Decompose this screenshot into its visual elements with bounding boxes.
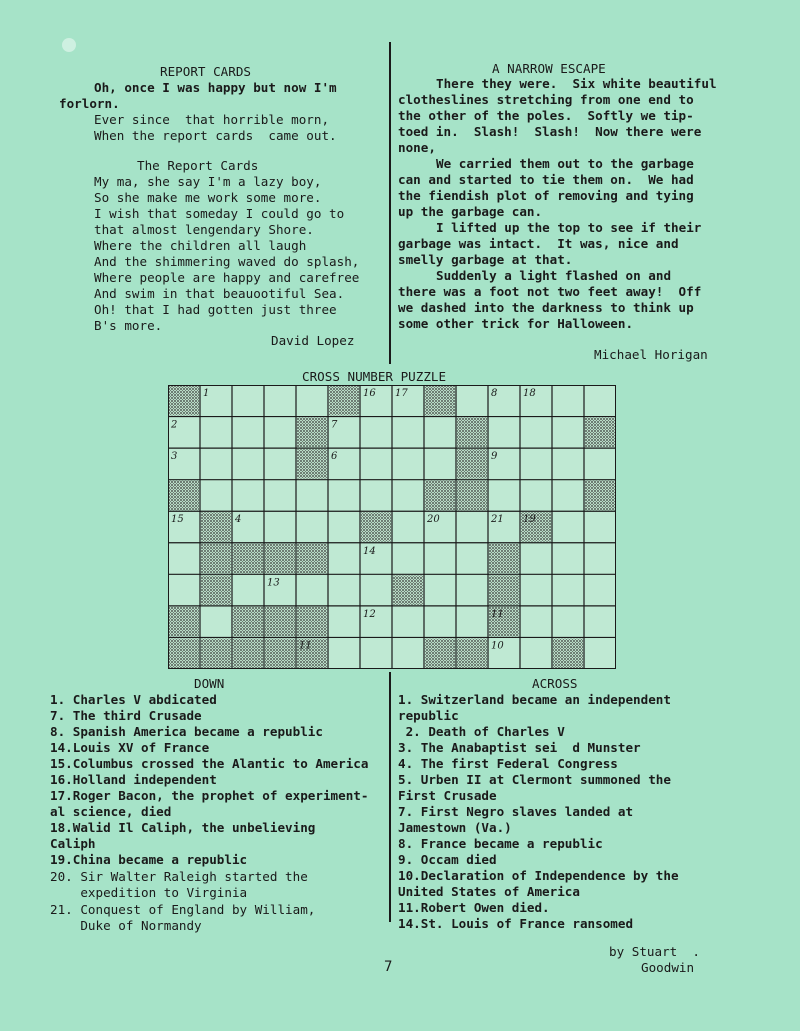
cell-number: 15 [171, 514, 184, 526]
cell-number: 7 [331, 419, 338, 431]
poem-line: So she make me work some more. [94, 190, 322, 205]
report-cards-author: David Lopez [271, 333, 355, 348]
shaded-cell [489, 575, 519, 605]
poem-line: B's more. [94, 318, 163, 333]
across-title: ACROSS [532, 676, 578, 691]
cell-number: 11 [491, 608, 504, 620]
shaded-cell [297, 607, 327, 637]
clue-line: 7. First Negro slaves landed at [398, 804, 634, 819]
shaded-cell [393, 575, 423, 605]
shaded-cell [265, 544, 295, 574]
clue-line: 8. Spanish America became a republic [50, 724, 323, 739]
poem-line: Ever since that horrible morn, [94, 112, 330, 127]
shaded-cell [169, 386, 199, 416]
poem-subtitle: The Report Cards [137, 158, 259, 173]
story-line: There they were. Six white beautiful [436, 76, 717, 91]
shaded-cell [297, 449, 327, 479]
clue-line: 1. Charles V abdicated [50, 692, 217, 707]
clue-line: Duke of Normandy [50, 918, 202, 933]
story-line: toed in. Slash! Slash! Now there were [398, 124, 702, 139]
shaded-cell [169, 481, 199, 511]
clue-line: 7. The third Crusade [50, 708, 202, 723]
story-line: can and started to tie them on. We had [398, 172, 694, 187]
shaded-cell [265, 638, 295, 668]
poem-line: that almost lengendary Shore. [94, 222, 314, 237]
shaded-cell [233, 607, 263, 637]
cell-number: 3 [171, 451, 178, 463]
poem-line: forlorn. [59, 96, 120, 111]
column-divider-top [389, 42, 391, 364]
shaded-cell [425, 481, 455, 511]
shaded-cell [361, 512, 391, 542]
clue-line: United States of America [398, 884, 580, 899]
clue-line: Jamestown (Va.) [398, 820, 512, 835]
shaded-cell [297, 544, 327, 574]
cell-number: 17 [395, 388, 408, 399]
poem-line: And the shimmering waved do splash, [94, 254, 360, 269]
clue-line: 8. France became a republic [398, 836, 603, 851]
story-line: I lifted up the top to see if their [436, 220, 702, 235]
poem-line: Where the children all laugh [94, 238, 307, 253]
shaded-cell [585, 418, 615, 448]
cell-number: 10 [491, 640, 504, 652]
shaded-cell [201, 544, 231, 574]
cell-number: 11 [299, 640, 312, 652]
shaded-cell [265, 607, 295, 637]
column-divider-bottom [389, 672, 391, 922]
clue-line: 3. The Anabaptist sei d Munster [398, 740, 641, 755]
cross-number-grid [168, 385, 616, 669]
story-line: the fiendish plot of removing and tying [398, 188, 694, 203]
clue-line: 4. The first Federal Congress [398, 756, 618, 771]
clue-line: 9. Occam died [398, 852, 497, 867]
clue-line: 11.Robert Owen died. [398, 900, 550, 915]
poem-line: Oh! that I had gotten just three [94, 302, 337, 317]
story-line: garbage was intact. It was, nice and [398, 236, 679, 251]
story-line: up the garbage can. [398, 204, 543, 219]
paper-smudge [62, 38, 76, 52]
story-line: We carried them out to the garbage [436, 156, 694, 171]
report-cards-title: REPORT CARDS [160, 64, 251, 79]
clue-line: First Crusade [398, 788, 497, 803]
shaded-cell [297, 418, 327, 448]
narrow-escape-title: A NARROW ESCAPE [492, 61, 606, 76]
shaded-cell [233, 638, 263, 668]
cell-number: 20 [427, 514, 440, 526]
clue-line: 20. Sir Walter Raleigh started the [50, 869, 308, 884]
cell-number: 19 [523, 514, 536, 526]
clue-line: 1. Switzerland became an independent [398, 692, 671, 707]
cell-number: 1 [203, 388, 210, 399]
shaded-cell [329, 386, 359, 416]
clue-line: Caliph [50, 836, 96, 851]
story-line: the other of the poles. Softly we tip- [398, 108, 694, 123]
shaded-cell [425, 638, 455, 668]
clue-line: 14.Louis XV of France [50, 740, 210, 755]
poem-line: Oh, once I was happy but now I'm [94, 80, 337, 95]
story-line: none, [398, 140, 436, 155]
shaded-cell [201, 512, 231, 542]
shaded-cell [233, 544, 263, 574]
poem-line: And swim in that beauootiful Sea. [94, 286, 345, 301]
clue-line: 19.China became a republic [50, 852, 248, 867]
story-line: we dashed into the darkness to think up [398, 300, 694, 315]
shaded-cell [489, 544, 519, 574]
clue-line: 15.Columbus crossed the Alantic to America [50, 756, 369, 771]
cell-number: 2 [171, 419, 178, 431]
cell-number: 12 [363, 608, 376, 620]
story-line: smelly garbage at that. [398, 252, 573, 267]
cell-number: 21 [491, 514, 504, 526]
shaded-cell [425, 386, 455, 416]
down-title: DOWN [194, 676, 225, 691]
story-line: some other trick for Halloween. [398, 316, 634, 331]
clue-line: 18.Walid Il Caliph, the unbelieving [50, 820, 316, 835]
shaded-cell [201, 575, 231, 605]
shaded-cell [585, 481, 615, 511]
narrow-escape-author: Michael Horigan [594, 347, 708, 362]
clue-line: 10.Declaration of Independence by the [398, 868, 679, 883]
clue-line: 17.Roger Bacon, the prophet of experiment- [50, 788, 369, 803]
cell-number: 14 [363, 545, 376, 557]
cell-number: 6 [331, 451, 338, 463]
cell-number: 13 [267, 577, 280, 589]
clue-line: 14.St. Louis of France ransomed [398, 916, 634, 931]
clue-line: al science, died [50, 804, 172, 819]
shaded-cell [457, 638, 487, 668]
cell-number: 18 [523, 388, 536, 399]
story-line: Suddenly a light flashed on and [436, 268, 672, 283]
shaded-cell [457, 481, 487, 511]
shaded-cell [169, 607, 199, 637]
cell-number: 8 [491, 388, 498, 399]
shaded-cell [169, 638, 199, 668]
story-line: clotheslines stretching from one end to [398, 92, 694, 107]
cell-number: 4 [235, 514, 242, 526]
shaded-cell [201, 638, 231, 668]
shaded-cell [457, 449, 487, 479]
story-line: there was a foot not two feet away! Off [398, 284, 702, 299]
clue-line: 21. Conquest of England by William, [50, 902, 316, 917]
byline-name: Goodwin [641, 960, 695, 975]
cell-number: 9 [491, 451, 498, 463]
shaded-cell [457, 418, 487, 448]
poem-line: When the report cards came out. [94, 128, 337, 143]
cell-number: 16 [363, 388, 376, 399]
poem-line: My ma, she say I'm a lazy boy, [94, 174, 322, 189]
poem-line: I wish that someday I could go to [94, 206, 345, 221]
clue-line: republic [398, 708, 459, 723]
shaded-cell [553, 638, 583, 668]
clue-line: expedition to Virginia [50, 885, 248, 900]
puzzle-title: CROSS NUMBER PUZZLE [302, 369, 447, 384]
page-number: 7 [384, 959, 393, 975]
clue-line: 16.Holland independent [50, 772, 217, 787]
poem-line: Where people are happy and carefree [94, 270, 360, 285]
clue-line: 2. Death of Charles V [398, 724, 565, 739]
byline: by Stuart . [609, 944, 700, 959]
clue-line: 5. Urben II at Clermont summoned the [398, 772, 671, 787]
